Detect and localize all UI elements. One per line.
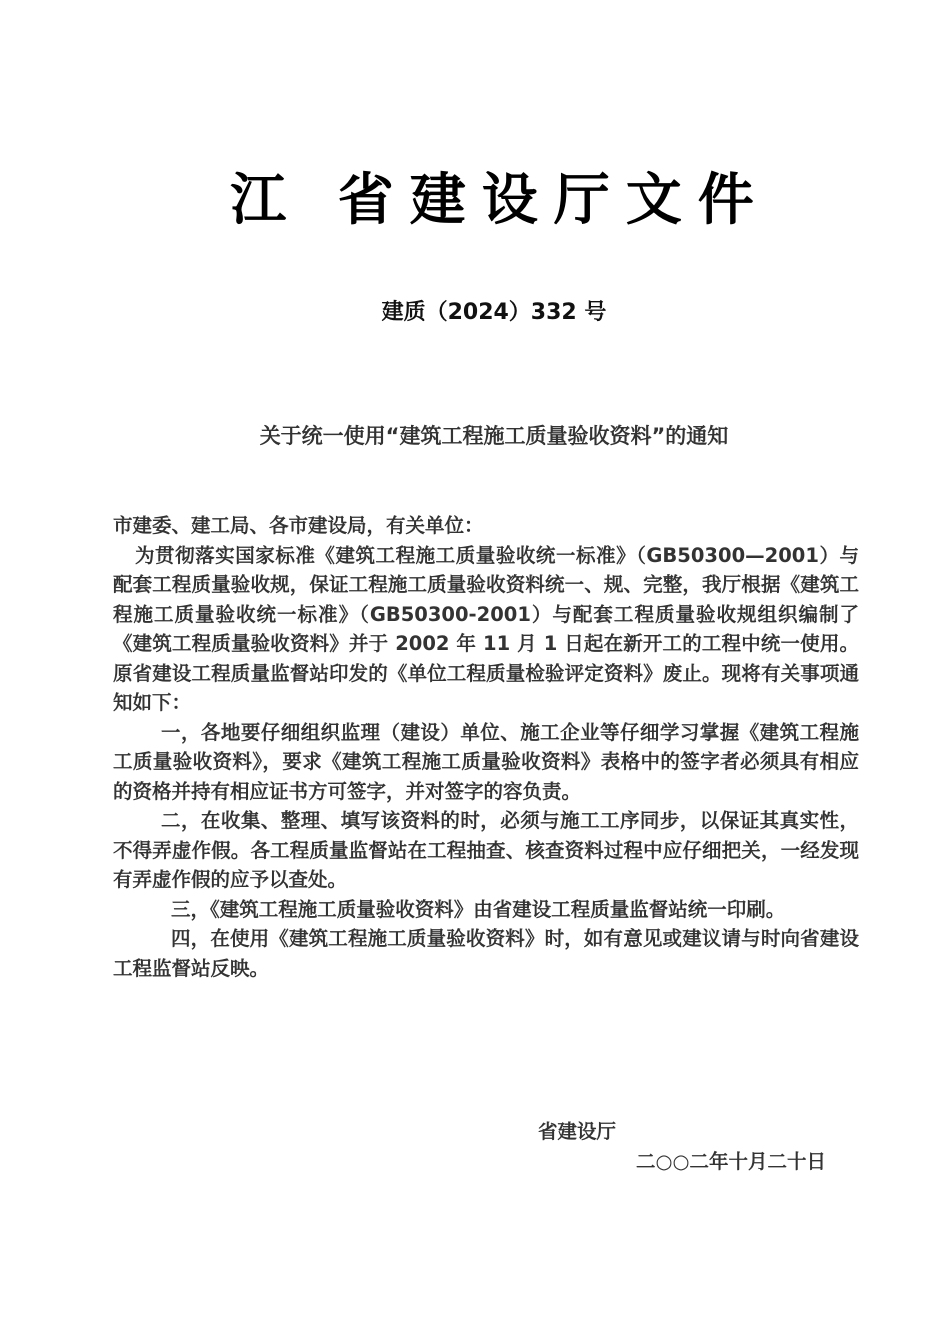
notice-title: 关于统一使用“建筑工程施工质量验收资料”的通知 <box>259 424 729 448</box>
document-number: 建质（2024）332 号 <box>381 300 607 325</box>
item-four-paragraph: 四，在使用《建筑工程施工质量验收资料》时，如有意见或建议请与时向省建设工程监督站反映。 <box>113 927 859 980</box>
addressee-line: 市建委、建工局、各市建设局，有关单位： <box>113 514 484 537</box>
signature-organization: 省建设厅 <box>538 1120 617 1143</box>
item-one-paragraph: 一，各地要仔细组织监理（建设）单位、施工企业等仔细学习掌握《建筑工程施工质量验收资料》，要求《建筑工程施工质量验收资料》表格中的签字者必须具有相应的资格并持有相应证书方可签字，并对签字的容负责。 <box>113 720 859 803</box>
intro-paragraph: 为贯彻落实国家标准《建筑工程施工质量验收统一标准》（GB50300—2001）与配套工程质量验收规，保证工程施工质量验收资料统一、规、完整，我厅根据《建筑工程施工质量验收统一标准》（GB50300-2001）与配套工程质量验收规组织编制了《建筑工程质量验收资料》并于 2002 年 11 月 1 日起在新开工的工程中统一使用。原省建设工程质量监督站印发的《单位工程质量检验评定资料》废止。现将有关事项通知如下： <box>113 543 859 714</box>
item-three-paragraph: 三，《建筑工程施工质量验收资料》由省建设工程质量监督站统一印刷。 <box>171 897 786 921</box>
notice-body <box>113 511 859 983</box>
item-two-paragraph: 二，在收集、整理、填写该资料的时，必须与施工工序同步，以保证其真实性，不得弄虚作假。各工程质量监督站在工程抽查、核查资料过程中应仔细把关，一经发现有弄虚作假的应予以查处。 <box>113 809 859 891</box>
document-header-title: 江 省建设厅文件 <box>230 168 770 233</box>
signature-date: 二○○二年十月二十日 <box>636 1150 827 1173</box>
